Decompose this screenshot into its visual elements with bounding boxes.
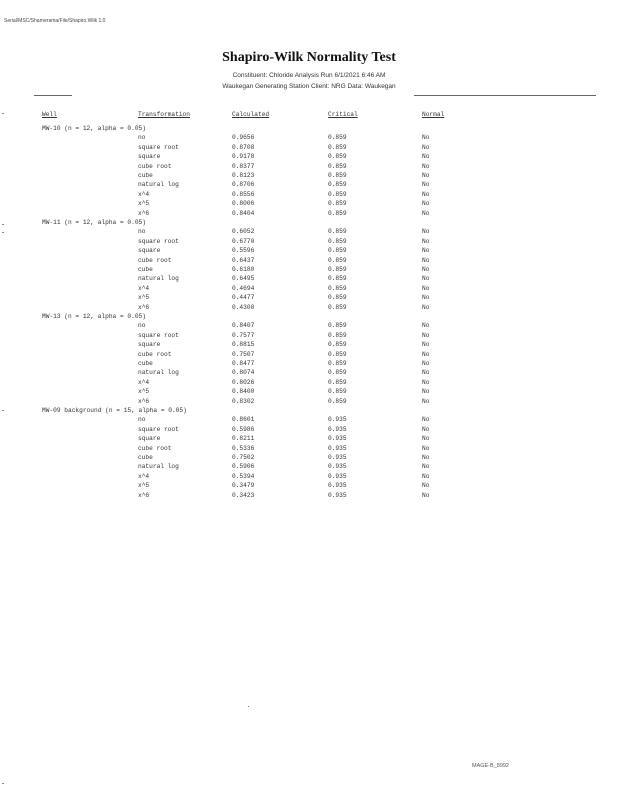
- well-group-label: MW-10 (n = 12, alpha = 0.05): [42, 125, 146, 132]
- calculated-cell: 0.8400: [232, 388, 255, 396]
- normal-cell: No: [422, 350, 430, 358]
- calculated-cell: 0.5906: [232, 463, 255, 471]
- normal-cell: No: [422, 472, 430, 480]
- critical-cell: 0.859: [328, 341, 347, 349]
- critical-cell: 0.859: [328, 378, 347, 386]
- calculated-cell: 0.3423: [232, 491, 255, 499]
- transformation-cell: cube: [138, 172, 153, 179]
- normal-cell: No: [422, 435, 430, 443]
- report-title: Shapiro-Wilk Normality Test: [222, 50, 396, 65]
- critical-cell: 0.935: [328, 454, 347, 461]
- critical-cell: 0.859: [328, 143, 347, 151]
- critical-cell: 0.859: [328, 153, 347, 161]
- critical-cell: 0.859: [328, 266, 347, 273]
- normal-cell: No: [422, 266, 430, 273]
- transformation-cell: no: [138, 322, 146, 330]
- transformation-cell: x^4: [138, 472, 150, 480]
- critical-cell: 0.859: [328, 228, 347, 236]
- calculated-cell: 0.7577: [232, 331, 255, 339]
- normal-cell: No: [422, 341, 430, 349]
- calculated-cell: 0.6437: [232, 256, 255, 264]
- calculated-cell: 0.9178: [232, 153, 255, 161]
- calculated-cell: 0.8407: [232, 322, 255, 330]
- normal-cell: No: [422, 228, 430, 236]
- col-header-transformation: Transformation: [138, 111, 190, 118]
- critical-cell: 0.859: [328, 331, 347, 339]
- col-header-calculated: Calculated: [232, 111, 270, 118]
- transformation-cell: cube root: [138, 350, 172, 358]
- calculated-cell: 0.4694: [232, 284, 255, 292]
- normal-cell: No: [422, 247, 430, 255]
- calculated-cell: 0.5394: [232, 472, 255, 480]
- critical-cell: 0.935: [328, 425, 347, 433]
- transformation-cell: x^6: [138, 209, 150, 217]
- report-subtitle-analysis: Constituent: Chloride Analysis Run 6/1/2021 6:46 AM: [232, 72, 386, 79]
- normal-cell: No: [422, 397, 430, 405]
- calculated-cell: 0.5986: [232, 425, 255, 433]
- transformation-cell: natural log: [138, 181, 179, 189]
- critical-cell: 0.859: [328, 200, 347, 208]
- transformation-cell: square: [138, 153, 161, 161]
- header-rule-left: [34, 95, 72, 96]
- calculated-cell: 0.8556: [232, 190, 255, 198]
- critical-cell: 0.859: [328, 172, 347, 179]
- critical-cell: 0.859: [328, 284, 347, 292]
- calculated-cell: 0.8302: [232, 397, 255, 405]
- transformation-cell: square: [138, 341, 161, 349]
- transformation-cell: natural log: [138, 369, 179, 377]
- well-group-label: MW-09 background (n = 15, alpha = 0.05): [42, 407, 187, 414]
- calculated-cell: 0.8006: [232, 200, 255, 208]
- transformation-cell: cube: [138, 454, 153, 461]
- normal-cell: No: [422, 143, 430, 151]
- calculated-cell: 0.3479: [232, 482, 255, 490]
- normal-cell: No: [422, 416, 430, 424]
- transformation-cell: no: [138, 134, 146, 142]
- normal-cell: No: [422, 482, 430, 490]
- critical-cell: 0.859: [328, 360, 347, 367]
- normal-cell: No: [422, 284, 430, 292]
- transformation-cell: square root: [138, 237, 179, 245]
- page-mark: [248, 706, 249, 707]
- transformation-cell: square root: [138, 143, 179, 151]
- transformation-cell: natural log: [138, 463, 179, 471]
- normal-cell: No: [422, 303, 430, 311]
- calculated-cell: 0.9656: [232, 134, 255, 142]
- transformation-cell: square: [138, 247, 161, 255]
- normal-cell: No: [422, 454, 430, 461]
- critical-cell: 0.859: [328, 303, 347, 311]
- normal-cell: No: [422, 388, 430, 396]
- calculated-cell: 0.8404: [232, 209, 255, 217]
- critical-cell: 0.859: [328, 181, 347, 189]
- normal-cell: No: [422, 153, 430, 161]
- critical-cell: 0.859: [328, 369, 347, 377]
- critical-cell: 0.859: [328, 350, 347, 358]
- calculated-cell: 0.8074: [232, 369, 255, 377]
- normal-cell: No: [422, 190, 430, 198]
- normal-cell: No: [422, 275, 430, 283]
- calculated-cell: 0.8026: [232, 378, 255, 386]
- critical-cell: 0.859: [328, 247, 347, 255]
- margin-tick: [2, 410, 4, 411]
- calculated-cell: 0.7507: [232, 350, 255, 358]
- critical-cell: 0.859: [328, 162, 347, 170]
- normal-cell: No: [422, 378, 430, 386]
- margin-tick: [2, 232, 4, 233]
- normal-cell: No: [422, 322, 430, 330]
- transformation-cell: square root: [138, 331, 179, 339]
- transformation-cell: x^5: [138, 200, 150, 208]
- file-path-header: Serial/MSC/Sharnerama/File/Shapiro.Wilk 1.0: [4, 18, 106, 24]
- normal-cell: No: [422, 162, 430, 170]
- calculated-cell: 0.7502: [232, 454, 255, 461]
- transformation-cell: x^5: [138, 294, 150, 302]
- critical-cell: 0.859: [328, 237, 347, 245]
- calculated-cell: 0.8123: [232, 172, 255, 179]
- margin-tick: [2, 113, 4, 114]
- critical-cell: 0.935: [328, 444, 347, 452]
- calculated-cell: 0.5596: [232, 247, 255, 255]
- col-header-critical: Critical: [328, 111, 358, 118]
- critical-cell: 0.935: [328, 416, 347, 424]
- calculated-cell: 0.8706: [232, 181, 255, 189]
- normal-cell: No: [422, 181, 430, 189]
- transformation-cell: x^6: [138, 397, 150, 405]
- transformation-cell: natural log: [138, 275, 179, 283]
- calculated-cell: 0.5336: [232, 444, 255, 452]
- calculated-cell: 0.8377: [232, 162, 255, 170]
- margin-tick: [2, 224, 4, 225]
- normal-cell: No: [422, 463, 430, 471]
- normal-cell: No: [422, 491, 430, 499]
- calculated-cell: 0.6770: [232, 237, 255, 245]
- well-group-label: MW-13 (n = 12, alpha = 0.05): [42, 313, 146, 320]
- critical-cell: 0.859: [328, 388, 347, 396]
- critical-cell: 0.859: [328, 256, 347, 264]
- transformation-cell: cube: [138, 360, 153, 367]
- calculated-cell: 0.8815: [232, 341, 255, 349]
- transformation-cell: x^5: [138, 482, 150, 490]
- transformation-cell: cube root: [138, 444, 172, 452]
- critical-cell: 0.935: [328, 491, 347, 499]
- transformation-cell: no: [138, 228, 146, 236]
- margin-tick: [2, 783, 4, 784]
- normal-cell: No: [422, 200, 430, 208]
- normal-cell: No: [422, 172, 430, 179]
- calculated-cell: 0.8708: [232, 143, 255, 151]
- transformation-cell: cube: [138, 266, 153, 273]
- header-rule-right: [414, 95, 596, 96]
- report-subtitle-client: Waukegan Generating Station Client: NRG Data: Waukegan: [222, 83, 396, 90]
- calculated-cell: 0.6495: [232, 275, 255, 283]
- normal-cell: No: [422, 134, 430, 142]
- transformation-cell: x^4: [138, 190, 150, 198]
- transformation-cell: cube root: [138, 162, 172, 170]
- col-header-normal: Normal: [422, 111, 445, 118]
- normal-cell: No: [422, 425, 430, 433]
- well-group-label: MW-11 (n = 12, alpha = 0.05): [42, 219, 146, 226]
- calculated-cell: 0.8211: [232, 435, 255, 443]
- calculated-cell: 0.8601: [232, 416, 255, 424]
- calculated-cell: 0.6052: [232, 228, 255, 236]
- critical-cell: 0.859: [328, 190, 347, 198]
- transformation-cell: x^4: [138, 378, 150, 386]
- transformation-cell: no: [138, 416, 146, 424]
- critical-cell: 0.935: [328, 463, 347, 471]
- document-id-footer: MAGE-B_8992: [472, 763, 509, 769]
- transformation-cell: x^4: [138, 284, 150, 292]
- critical-cell: 0.935: [328, 482, 347, 490]
- transformation-cell: square: [138, 435, 161, 443]
- critical-cell: 0.935: [328, 435, 347, 443]
- calculated-cell: 0.4477: [232, 294, 255, 302]
- critical-cell: 0.859: [328, 209, 347, 217]
- calculated-cell: 0.8477: [232, 360, 255, 367]
- transformation-cell: x^5: [138, 388, 150, 396]
- transformation-cell: square root: [138, 425, 179, 433]
- transformation-cell: x^6: [138, 491, 150, 499]
- normal-cell: No: [422, 444, 430, 452]
- normal-cell: No: [422, 237, 430, 245]
- normal-cell: No: [422, 331, 430, 339]
- transformation-cell: cube root: [138, 256, 172, 264]
- normal-cell: No: [422, 369, 430, 377]
- critical-cell: 0.859: [328, 294, 347, 302]
- critical-cell: 0.935: [328, 472, 347, 480]
- transformation-cell: x^6: [138, 303, 150, 311]
- normal-cell: No: [422, 256, 430, 264]
- col-header-well: Well: [42, 111, 57, 118]
- normal-cell: No: [422, 294, 430, 302]
- critical-cell: 0.859: [328, 322, 347, 330]
- calculated-cell: 0.6180: [232, 266, 255, 273]
- critical-cell: 0.859: [328, 397, 347, 405]
- critical-cell: 0.859: [328, 275, 347, 283]
- calculated-cell: 0.4300: [232, 303, 255, 311]
- normal-cell: No: [422, 360, 430, 367]
- critical-cell: 0.859: [328, 134, 347, 142]
- normal-cell: No: [422, 209, 430, 217]
